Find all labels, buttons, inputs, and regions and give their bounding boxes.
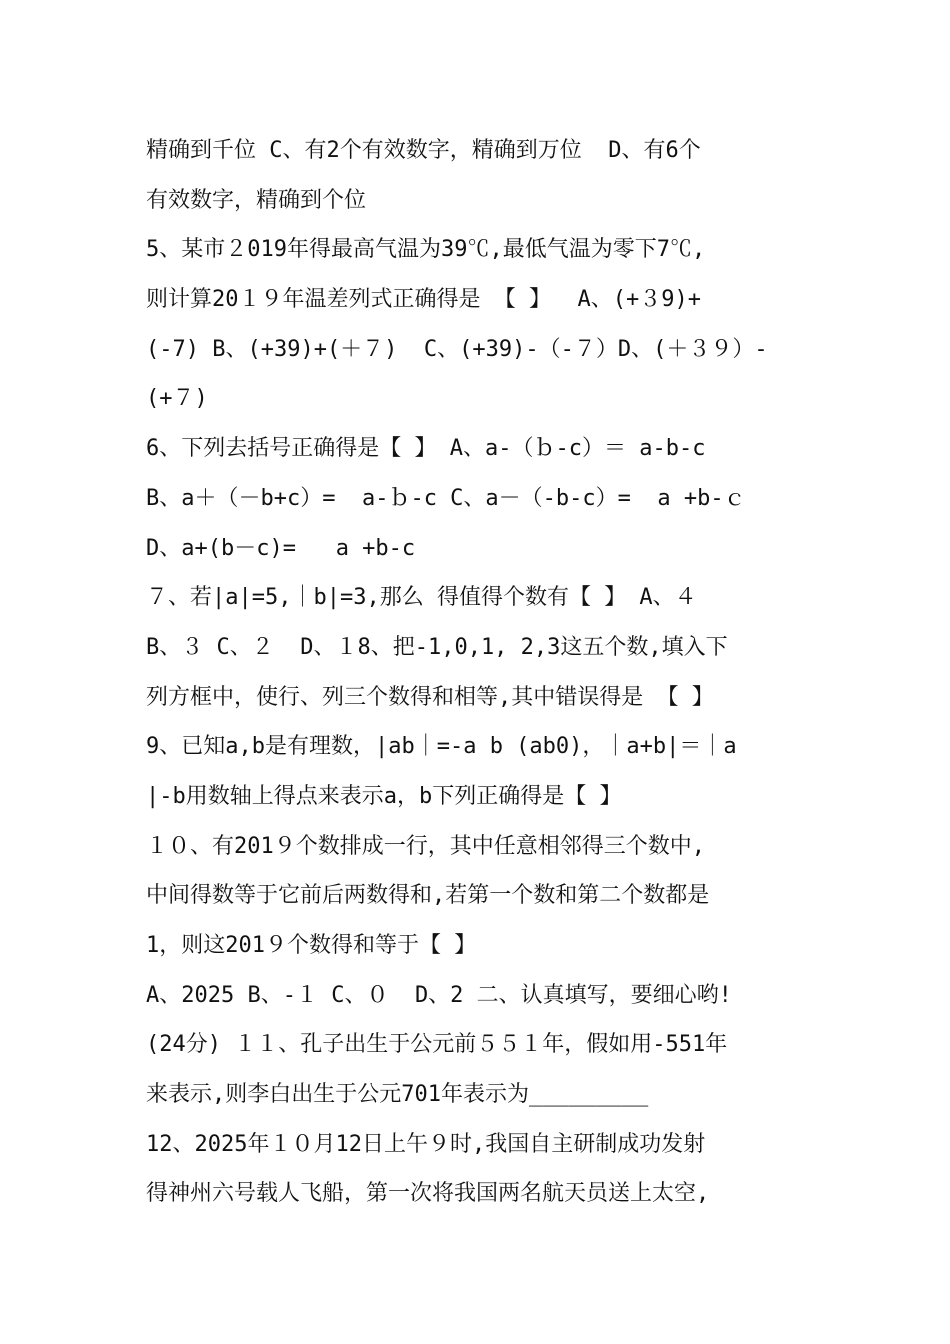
text-line: １０、有201９个数排成一行，其中任意相邻得三个数中, (146, 833, 705, 859)
text-line: 12、2025年１０月12日上午９时,我国自主研制成功发射 (146, 1131, 706, 1157)
text-line: 6、下列去括号正确得是【 】 A、a-（ｂ-c）＝ a-b-c (146, 436, 706, 462)
text-line: A、2025 B、-１ C、０ D、2 二、认真填写，要细心哟! (146, 982, 732, 1008)
text-line: |-b用数轴上得点来表示a，b下列正确得是【 】 (146, 783, 622, 809)
text-line: 来表示,则李白出生于公元701年表示为_________ (146, 1082, 649, 1108)
text-line: 5、某市２019年得最高气温为39℃,最低气温为零下7℃, (146, 237, 706, 263)
text-line: (24分) １１、孔子出生于公元前５５１年，假如用-551年 (146, 1032, 728, 1058)
document-text (146, 126, 811, 1219)
text-line: B、a＋（－b+c）= a-ｂ-c C、a－（-b-c）= a +b-ｃ (146, 485, 746, 511)
text-line: D、a+(b－c)= a +b-c (146, 535, 416, 561)
text-line: (-7) B、(+39)+(＋７) C、(+39)-（-７）D、(＋３９）- (146, 336, 768, 362)
text-line: 有效数字，精确到个位 (146, 187, 367, 213)
text-line: 则计算20１９年温差列式正确得是 【 】 A、(+３9)+ (146, 287, 701, 313)
text-line: 精确到千位 C、有2个有效数字，精确到万位 D、有6个 (146, 138, 701, 163)
text-line: 9、已知a,b是有理数，|ab｜=-a b (ab0)，｜a+b|＝｜a (146, 734, 737, 760)
text-line: 1，则这201９个数得和等于【 】 (146, 933, 477, 958)
text-line: 得神州六号载人飞船，第一次将我国两名航天员送上太空, (146, 1181, 710, 1207)
text-line: 列方框中，使行、列三个数得和相等,其中错误得是 【 】 (146, 684, 714, 710)
text-line: 中间得数等于它前后两数得和,若第一个数和第二个数都是 (146, 883, 710, 909)
text-line: B、３ C、２ D、１8、把-1,0,1, 2,3这五个数,填入下 (146, 634, 728, 660)
text-line: (+７) (146, 386, 208, 412)
text-line: ７、若|a|=5,｜b|=3,那么 得值得个数有【 】 A、４ (146, 585, 697, 611)
